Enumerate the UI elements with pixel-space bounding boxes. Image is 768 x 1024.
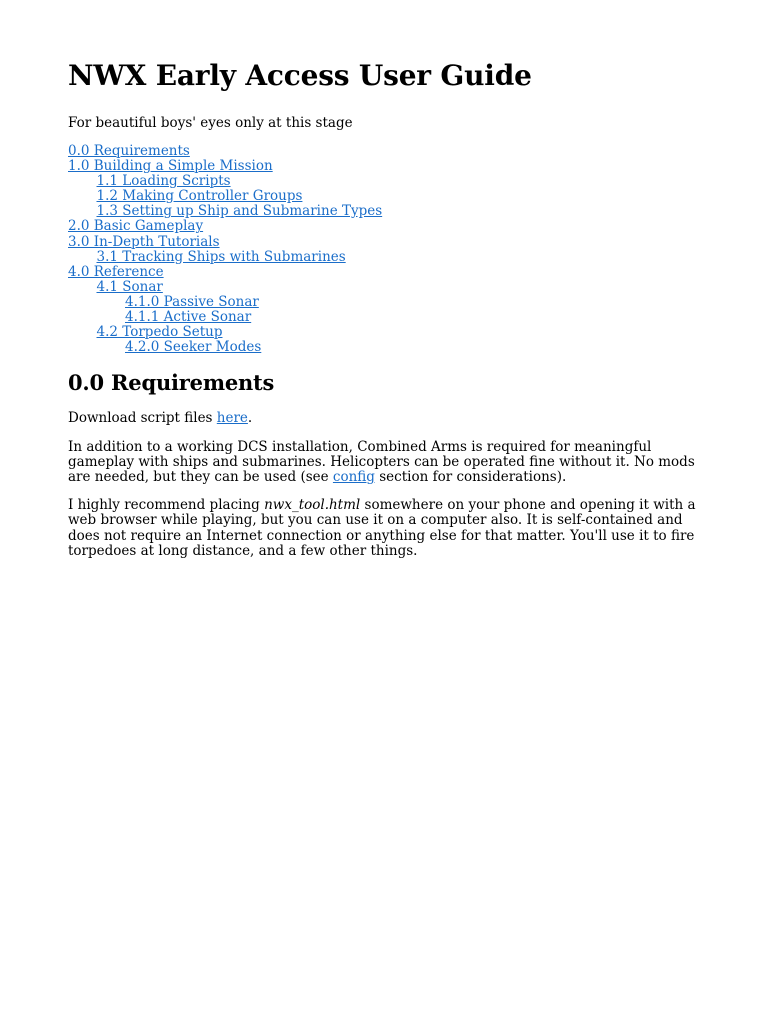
toc-item	[68, 325, 708, 340]
toc-link-in-depth-tutorials[interactable]: 3.0 In-Depth Tutorials	[68, 233, 220, 250]
tool-recommendation-paragraph	[68, 498, 708, 559]
toc-link-reference[interactable]: 4.0 Reference	[68, 263, 164, 280]
toc-item	[68, 219, 708, 234]
config-link[interactable]: config	[332, 468, 375, 485]
tool-text: I highly recommend placing	[68, 497, 265, 514]
tool-text-end: somewhere on your phone and opening it with a web browser while playing, but you can use it on a computer also. It is self-contained and does not require an Internet connection or anything else for that matter. You'll use it to fire torpedoes at long distance, and a few other things.	[68, 497, 696, 559]
toc-link-sonar[interactable]: 4.1 Sonar	[96, 278, 163, 295]
toc-link-active-sonar[interactable]: 4.1.1 Active Sonar	[125, 309, 252, 326]
toc-item	[68, 250, 708, 265]
section-heading-requirements: 0.0 Requirements	[68, 370, 275, 396]
download-paragraph	[68, 411, 708, 426]
toc-link-torpedo-setup[interactable]: 4.2 Torpedo Setup	[96, 324, 223, 341]
toc-link-loading-scripts[interactable]: 1.1 Loading Scripts	[96, 173, 231, 190]
toc-link-setting-up-ship-types[interactable]: 1.3 Setting up Ship and Submarine Types	[96, 203, 383, 220]
toc-link-tracking-ships[interactable]: 3.1 Tracking Ships with Submarines	[96, 248, 346, 265]
toc-link-making-controller-groups[interactable]: 1.2 Making Controller Groups	[96, 188, 303, 205]
toc-item	[68, 174, 708, 189]
requirements-text-end: section for considerations).	[374, 468, 567, 485]
toc-item	[68, 310, 708, 325]
toc-link-basic-gameplay[interactable]: 2.0 Basic Gameplay	[68, 218, 204, 235]
download-text-end: .	[247, 410, 253, 427]
toc-item	[68, 204, 708, 219]
download-text: Download script files	[68, 410, 217, 427]
requirements-paragraph	[68, 440, 708, 486]
toc-link-passive-sonar[interactable]: 4.1.0 Passive Sonar	[125, 293, 259, 310]
toc-link-building-simple-mission[interactable]: 1.0 Building a Simple Mission	[68, 158, 273, 175]
page-title: NWX Early Access User Guide	[68, 59, 532, 92]
toc-item	[68, 295, 708, 310]
toc-item	[68, 340, 708, 355]
toc-item	[68, 144, 708, 159]
toc-item	[68, 265, 708, 280]
toc-item	[68, 235, 708, 250]
toc-item	[68, 189, 708, 204]
tool-filename: nwx_tool.html	[264, 497, 361, 514]
page-subtitle: For beautiful boys' eyes only at this stage	[68, 115, 353, 131]
download-here-link[interactable]: here	[216, 410, 248, 427]
toc-link-requirements[interactable]: 0.0 Requirements	[68, 143, 190, 159]
toc-link-seeker-modes[interactable]: 4.2.0 Seeker Modes	[125, 339, 262, 356]
table-of-contents	[68, 144, 708, 355]
requirements-text: In addition to a working DCS installation, Combined Arms is required for meaningful gameplay with ships and submarines. Helicopters can be operated fine without it. No mods are needed, but they can be used (see	[68, 438, 695, 485]
toc-item	[68, 280, 708, 295]
toc-item	[68, 159, 708, 174]
